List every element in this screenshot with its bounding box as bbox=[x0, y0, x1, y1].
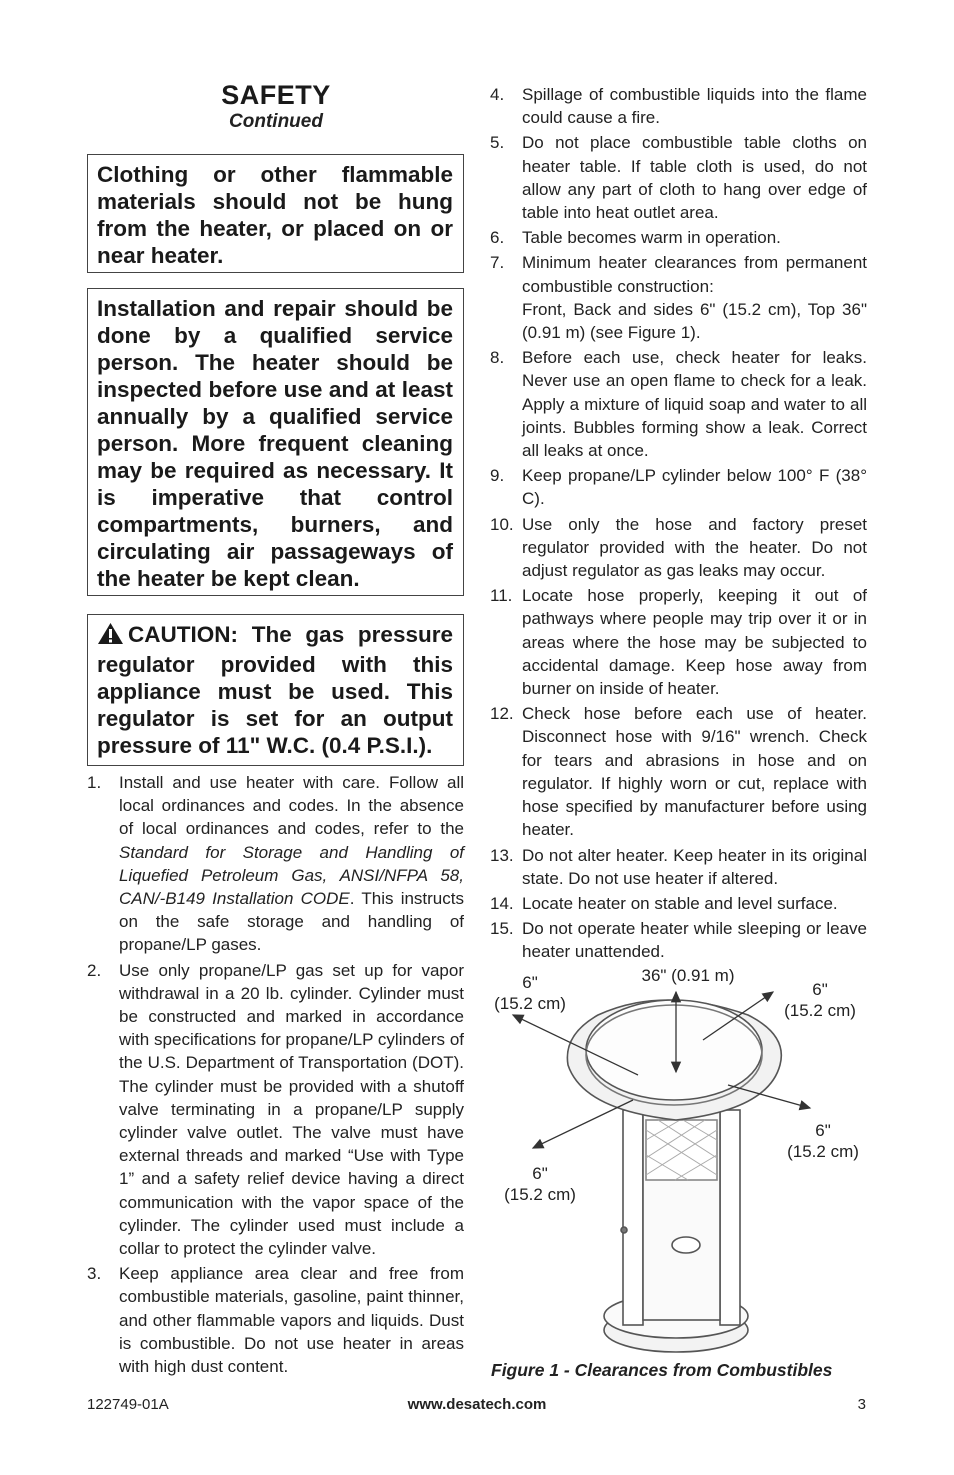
right-side-clearance-label: 6" (15.2 cm) bbox=[787, 1121, 859, 1161]
right-safety-list bbox=[490, 83, 867, 966]
page-number: 3 bbox=[857, 1396, 866, 1413]
list-item: 3. Keep appliance area clear and free from combustible materials, gasoline, paint thinner, and other flammable vapors and liquids. Dust is combustible. Do not use heater in areas with high dust content. bbox=[87, 1264, 464, 1377]
installation-warning-box bbox=[87, 288, 464, 596]
section-subtitle: Continued bbox=[229, 111, 323, 132]
right-top-clearance-label: 6" (15.2 cm) bbox=[784, 980, 856, 1020]
left-top-clearance-label: 6" (15.2 cm) bbox=[494, 973, 566, 1013]
list-item: 10. Use only the hose and factory preset regulator provided with the heater. Do not adjust regulator as gas leaks may occur. bbox=[490, 514, 867, 581]
figure-caption: Figure 1 - Clearances from Combustibles bbox=[491, 1360, 833, 1380]
list-item: 9. Keep propane/LP cylinder below 100° F (38° C). bbox=[490, 466, 867, 509]
list-item: 5. Do not place combustible table cloths on heater table. If table cloth is used, do not allow any part of cloth to hang over edge of table into heat outlet area. bbox=[490, 133, 867, 223]
list-item: 1. Install and use heater with care. Follow all local ordinances and codes. In the absence of local ordinances and codes, refer to the Standard for Storage and Handling of Liquefied Petroleum Gas, ANSI/NFPA 58, CAN/-B149 Installation CODE. This instructs on the safe storage and handling of propane/LP gases. bbox=[87, 773, 464, 955]
list-item: 2. Use only propane/LP gas set up for vapor withdrawal in a 20 lb. cylinder. Cylinder must be constructed and marked in accordance with specifications for propane/LP cylinders of the U.S. Department of Transportation (DOT). The cylinder must be provided with a shutoff valve terminating in a propane/LP supply cylinder valve outlet. The valve must have external threads and marked “Use with Type 1” and a safety relief device having a direct communication with the vapor space of the cylinder. The cylinder used must include a collar to protect the cylinder valve. bbox=[87, 960, 464, 1259]
top-clearance-label: 36" (0.91 m) bbox=[641, 966, 735, 985]
clothing-warning-box bbox=[87, 154, 464, 273]
list-item: 6. Table becomes warm in operation. bbox=[490, 228, 781, 248]
left-bottom-clearance-label: 6" (15.2 cm) bbox=[504, 1164, 576, 1204]
clearance-detail: Front, Back and sides 6" (15.2 cm), Top 36" (0.91 m) (see Figure 1). bbox=[522, 299, 867, 343]
warning-triangle-icon bbox=[97, 622, 124, 651]
list-item: 11. Locate hose properly, keeping it out of pathways where people may trip over it or in areas where the hose may be subjected to accidental damage. Keep hose away from burner on inside of heater. bbox=[490, 586, 867, 699]
caution-box bbox=[87, 614, 464, 766]
list-item: 12. Check hose before each use of heater. Disconnect hose with 9/16" wrench. Check for tears and abrasions in hose and on regulator. If highly worn or cut, replace with hose specified by manufacturer before using heater. bbox=[490, 704, 867, 840]
installation-warning-text: Installation and repair should be done by a qualified service person. The heater should be inspected before use and at least annually by a qualified service person. More frequent cleaning may be required as necessary. It is imperative that control compartments, burners, and circulating air passageways of the heater be kept clean. bbox=[97, 296, 453, 591]
list-item: 4. Spillage of combustible liquids into the flame could cause a fire. bbox=[490, 85, 867, 128]
website-link[interactable]: www.desatech.com bbox=[407, 1396, 547, 1413]
heater-illustration bbox=[567, 1000, 781, 1352]
list-item: 7. Minimum heater clearances from permanent combustible construction: Front, Back and sides 6" (15.2 cm), Top 36" (0.91 m) (see Figure 1). bbox=[522, 251, 867, 344]
document-number: 122749-01A bbox=[87, 1396, 169, 1413]
list-item: 14. Locate heater on stable and level surface. bbox=[490, 893, 838, 913]
list-item: 8. Before each use, check heater for leaks. Never use an open flame to check for a leak. Apply a mixture of liquid soap and water to all joints. Bubbles forming show a leak. Correct all leaks at once. bbox=[490, 348, 867, 461]
clothing-warning-text: Clothing or other flammable materials should not be hung from the heater, or placed on or near heater. bbox=[97, 162, 453, 268]
list-item: 13. Do not alter heater. Keep heater in its original state. Do not use heater if altered. bbox=[490, 845, 867, 888]
left-safety-list bbox=[87, 771, 464, 1380]
list-item: 15. Do not operate heater while sleeping or leave heater unattended. bbox=[490, 919, 867, 962]
section-title: SAFETY bbox=[221, 80, 331, 110]
section-heading bbox=[88, 80, 464, 134]
caution-text: CAUTION: The gas pressure regulator provided with this appliance must be used. This regulator is set for an output pressure of 11" W.C. (0.4 P.S.I.). bbox=[97, 622, 453, 758]
